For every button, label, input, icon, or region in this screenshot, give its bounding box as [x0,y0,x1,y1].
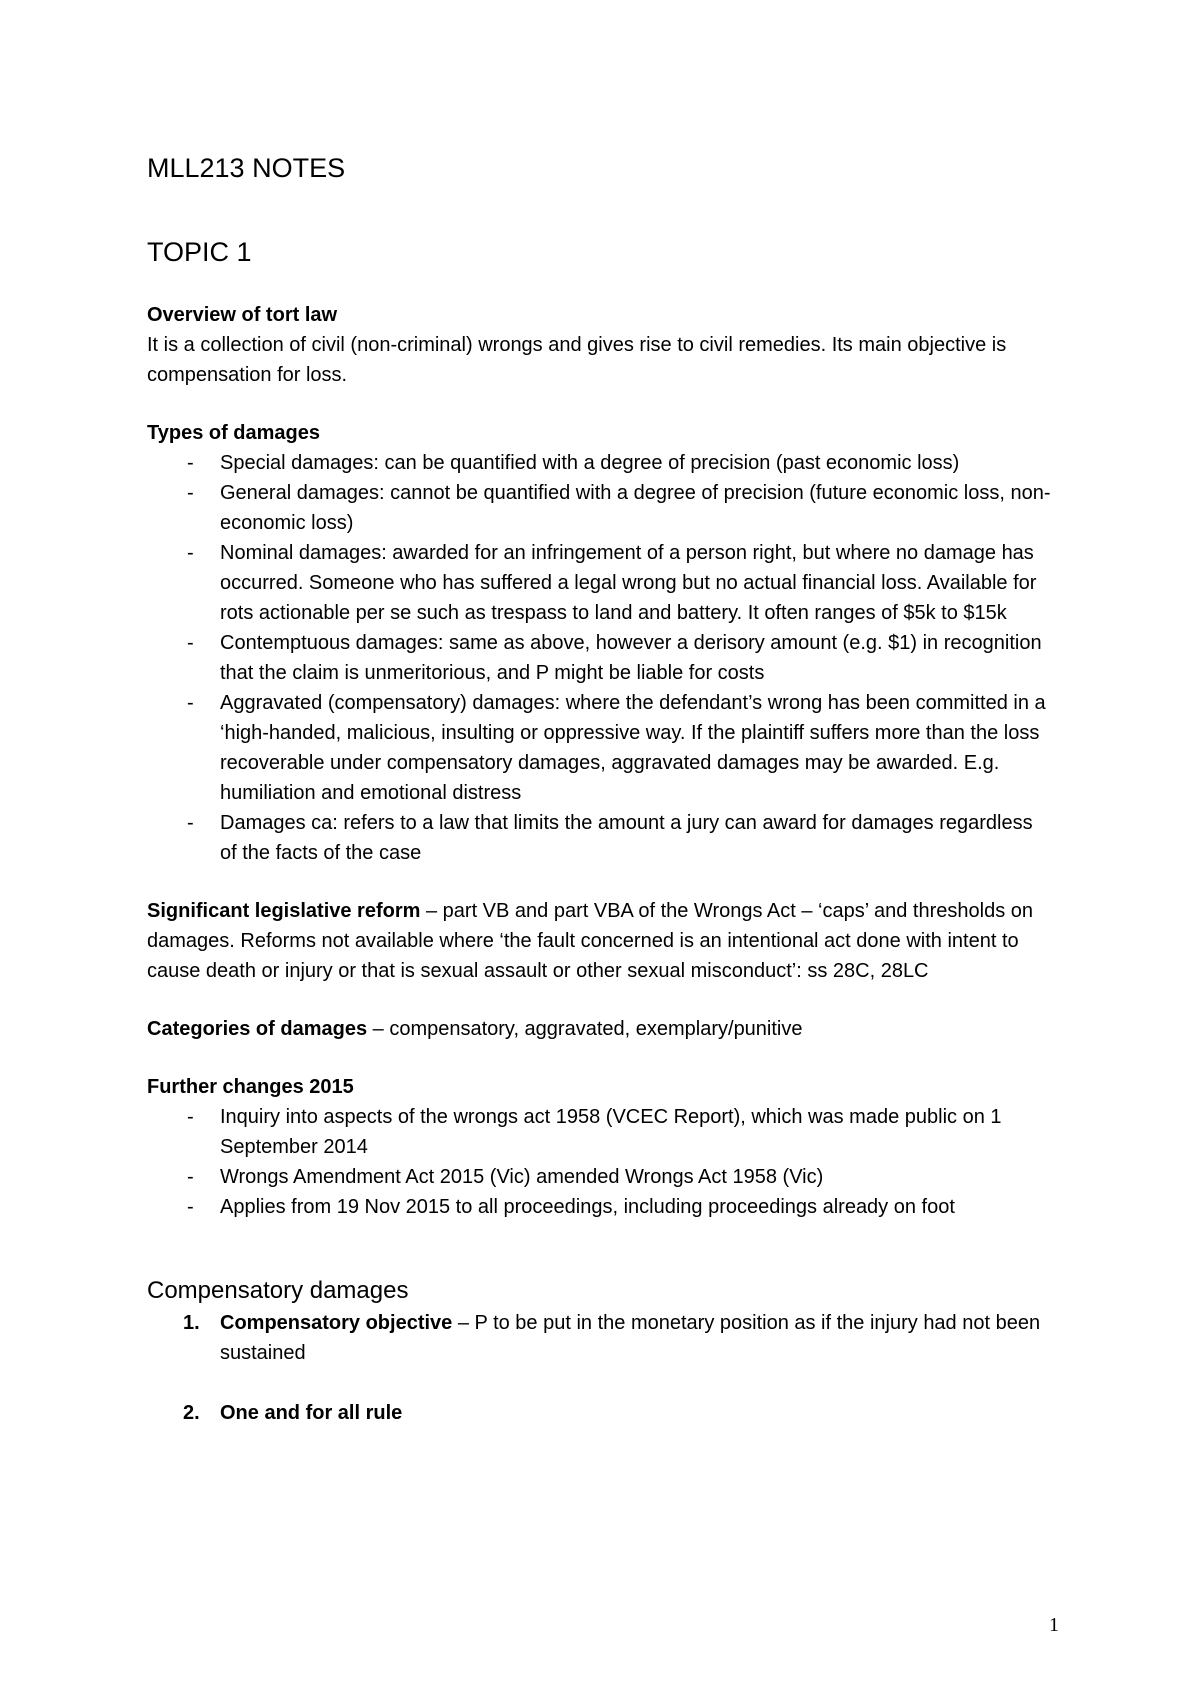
list-item: - Damages ca: refers to a law that limits the amount a jury can award for damages regardless of the facts of the case [147,808,1052,868]
list-item: - Applies from 19 Nov 2015 to all proceedings, including proceedings already on foot [147,1192,1052,1222]
document-title: MLL213 NOTES [147,153,346,183]
categories-heading: Categories of damages [147,1018,368,1040]
types-heading: Types of damages [147,422,321,444]
further-heading: Further changes 2015 [147,1076,354,1098]
reform-section [147,896,1052,986]
further-list [147,1102,1052,1222]
overview-text: It is a collection of civil (non-criminal) wrongs and gives rise to civil remedies. Its main objective is compensation for loss. [147,334,1007,386]
item-number: 2. [183,1402,200,1424]
list-item: - Special damages: can be quantified with a degree of precision (past economic loss) [147,448,1052,478]
page-number: 1 [1049,1614,1059,1636]
list-item: - Contemptuous damages: same as above, however a derisory amount (e.g. $1) in recognition that the claim is unmeritorious, and P might be liable for costs [147,628,1052,688]
page-content [147,150,1052,1428]
categories-paragraph [147,1014,1052,1044]
categories-text: – compensatory, aggravated, exemplary/punitive [367,1018,803,1040]
list-item: - Inquiry into aspects of the wrongs act 1958 (VCEC Report), which was made public on 1 September 2014 [147,1102,1052,1162]
list-item: - Wrongs Amendment Act 2015 (Vic) amended Wrongs Act 1958 (Vic) [147,1162,1052,1192]
compensatory-heading: Compensatory damages [147,1277,409,1304]
reform-heading: Significant legislative reform [147,900,421,922]
overview-heading: Overview of tort law [147,304,338,326]
list-item: - Aggravated (compensatory) damages: where the defendant’s wrong has been committed in a ‘high-handed, malicious, insulting or oppressive way. If the plaintiff suffers more than the loss recoverable under compensatory damages, aggravated damages may be awarded. E.g. humiliation and emotional distress [147,688,1052,808]
numbered-item [147,1308,1052,1368]
numbered-item [147,1398,1052,1428]
topic-heading: TOPIC 1 [147,237,252,267]
categories-section [147,1014,1052,1044]
compensatory-list [147,1308,1052,1428]
item-text: – P to be put in the monetary position as if the injury had not been sustained [220,1312,1041,1364]
item-number: 1. [183,1312,200,1334]
further-section [147,1072,1052,1222]
list-item: - Nominal damages: awarded for an infringement of a person right, but where no damage has occurred. Someone who has suffered a legal wrong but no actual financial loss. Available for rots actionable per se such as trespass to land and battery. It often ranges of $5k to $15k [147,538,1052,628]
reform-text: – part VB and part VBA of the Wrongs Act – ‘caps’ and thresholds on damages. Reforms not available where ‘the fault concerned is an intentional act done with intent to cause death or injury or that is sexual assault or other sexual misconduct’: ss 28C, 28LC [147,900,1034,982]
item-lead: One and for all rule [220,1402,403,1424]
overview-section [147,300,1052,390]
reform-paragraph [147,896,1052,986]
item-lead: Compensatory objective [220,1312,453,1334]
list-item: - General damages: cannot be quantified with a degree of precision (future economic loss, non-economic loss) [147,478,1052,538]
types-list [147,448,1052,868]
types-section [147,418,1052,868]
